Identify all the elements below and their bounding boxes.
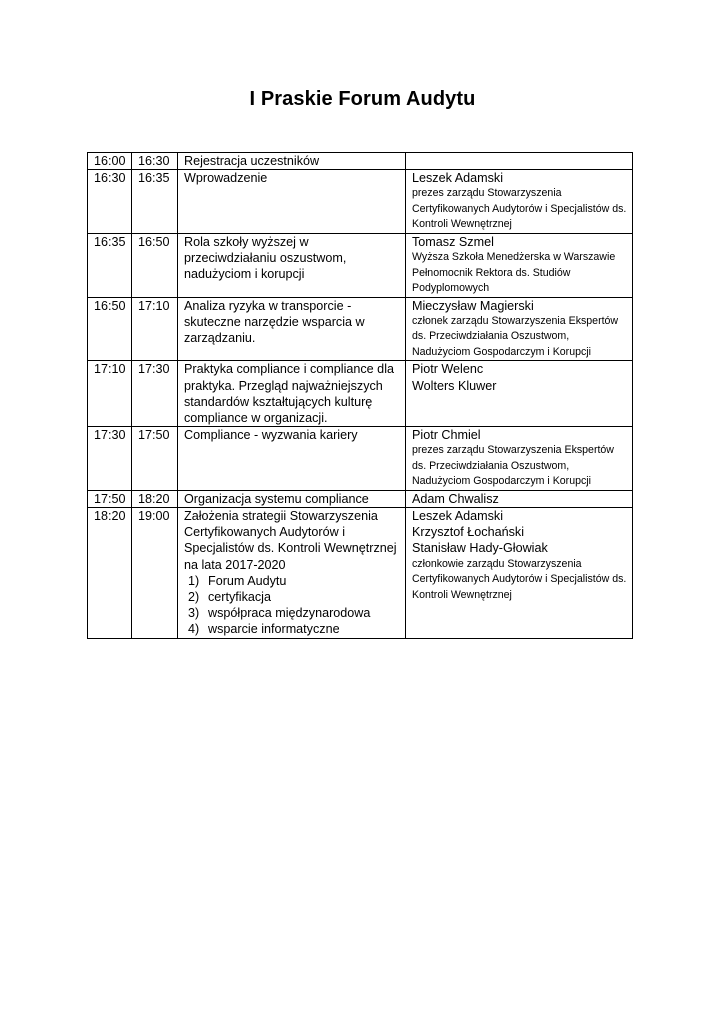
speaker-name: Tomasz Szmel: [412, 234, 494, 249]
start-time: 18:20: [88, 508, 132, 639]
list-number: 3): [188, 606, 200, 621]
speaker-name: Mieczysław Magierski: [412, 298, 534, 313]
session-topic: Założenia strategii Stowarzyszenia Certyfikowanych Audytorów i Specjalistów ds. Kontroli Wewnętrznej na lata 2017-2020: [184, 509, 397, 572]
start-time: 16:00: [88, 153, 132, 170]
end-time: 19:00: [132, 508, 178, 639]
speaker-cell: [406, 233, 633, 297]
speaker-affiliation: prezes zarządu Stowarzyszenia Ekspertów ds. Przeciwdziałania Oszustwom, Nadużyciom Gospodarczym i Korupcji: [412, 444, 614, 488]
speaker-affiliation: prezes zarządu Stowarzyszenia Certyfikowanych Audytorów i Specjalistów ds. Kontroli Wewnętrznej: [412, 187, 627, 231]
topic-list: [184, 573, 400, 638]
speaker-affiliation: Wyższa Szkoła Menedżerska w Warszawie Pełnomocnik Rektora ds. Studiów Podyplomowych: [412, 251, 616, 295]
speaker-cell: [406, 170, 633, 234]
speaker-name: Leszek Adamski: [412, 171, 503, 186]
speaker-name: Stanisław Hady-Głowiak: [412, 541, 548, 556]
speaker-affiliation: członek zarządu Stowarzyszenia Ekspertów ds. Przeciwdziałania Oszustwom, Nadużyciom Gospodarczym i Korupcji: [412, 314, 619, 358]
agenda-row: [88, 490, 633, 507]
session-topic: Praktyka compliance i compliance dla praktyka. Przegląd najważniejszych standardów kształtujących kulturę compliance w organizacji.: [178, 361, 406, 427]
start-time: 16:50: [88, 297, 132, 361]
end-time: 16:50: [132, 233, 178, 297]
start-time: 16:35: [88, 233, 132, 297]
speaker-organization: Wolters Kluwer: [412, 378, 497, 393]
agenda-row: [88, 427, 633, 491]
session-topic-cell: [178, 508, 406, 639]
speaker-name: Piotr Chmiel: [412, 428, 481, 443]
speaker-cell: [406, 361, 633, 427]
list-item: [184, 621, 400, 637]
start-time: 17:50: [88, 490, 132, 507]
speaker-cell: [406, 153, 633, 170]
end-time: 18:20: [132, 490, 178, 507]
session-topic: Compliance - wyzwania kariery: [178, 427, 406, 491]
list-text: współpraca międzynarodowa: [208, 606, 371, 621]
speaker-cell: [406, 427, 633, 491]
list-text: wsparcie informatyczne: [208, 622, 340, 637]
session-topic: Wprowadzenie: [178, 170, 406, 234]
session-topic: Organizacja systemu compliance: [178, 490, 406, 507]
agenda-row: [88, 233, 633, 297]
page-title: I Praskie Forum Audytu: [249, 88, 476, 110]
list-text: Forum Audytu: [208, 573, 287, 588]
list-item: [184, 589, 400, 605]
end-time: 17:30: [132, 361, 178, 427]
session-topic: Rola szkoły wyższej w przeciwdziałaniu oszustwom, nadużyciom i korupcji: [178, 233, 406, 297]
speaker-name: Leszek Adamski: [412, 509, 503, 524]
end-time: 17:10: [132, 297, 178, 361]
speaker-name: Krzysztof Łochański: [412, 525, 524, 540]
end-time: 17:50: [132, 427, 178, 491]
agenda-row: [88, 153, 633, 170]
agenda-row: [88, 508, 633, 639]
session-topic: Rejestracja uczestników: [178, 153, 406, 170]
agenda-table: [87, 152, 633, 639]
speaker-name: Piotr Welenc: [412, 362, 484, 377]
agenda-row: [88, 170, 633, 234]
speaker-cell: [406, 508, 633, 639]
list-number: 1): [188, 573, 200, 588]
session-topic: Analiza ryzyka w transporcie - skuteczne narzędzie wsparcia w zarządzaniu.: [178, 297, 406, 361]
list-text: certyfikacja: [208, 590, 271, 605]
speaker-affiliation: członkowie zarządu Stowarzyszenia Certyfikowanych Audytorów i Specjalistów ds. Kontroli Wewnętrznej: [412, 557, 627, 601]
speaker-name: Adam Chwalisz: [412, 491, 499, 506]
start-time: 17:10: [88, 361, 132, 427]
speaker-cell: [406, 297, 633, 361]
agenda-row: [88, 361, 633, 427]
list-number: 2): [188, 590, 200, 605]
speaker-cell: [406, 490, 633, 507]
list-item: [184, 605, 400, 621]
end-time: 16:30: [132, 153, 178, 170]
start-time: 17:30: [88, 427, 132, 491]
agenda-row: [88, 297, 633, 361]
start-time: 16:30: [88, 170, 132, 234]
list-item: [184, 573, 400, 589]
list-number: 4): [188, 622, 200, 637]
end-time: 16:35: [132, 170, 178, 234]
